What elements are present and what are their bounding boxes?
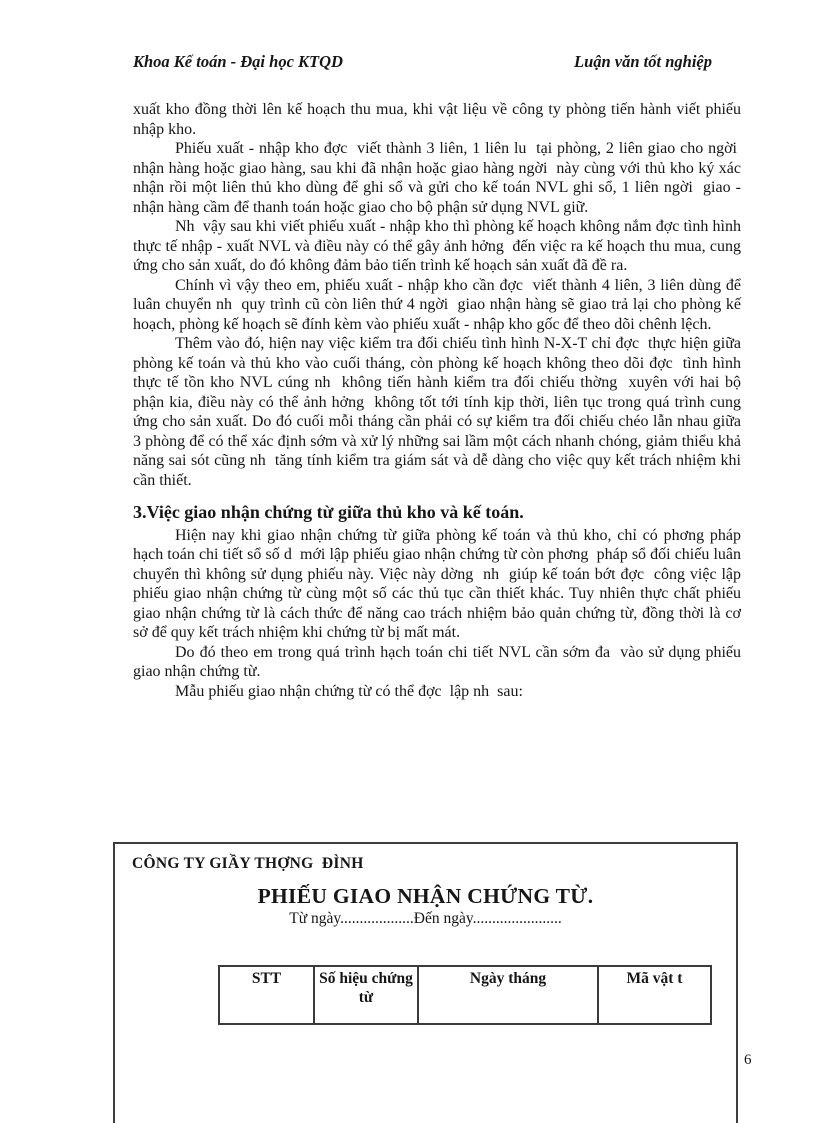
paragraph: Nh vậy sau khi viết phiếu xuất - nhập kho thì phòng kế hoạch không nắm đợc tình hình thực tế nhập - xuất NVL và điều này có thể gây ảnh hởng đến việc ra kế hoạch thu mua, cung ứng cho sản xuất, do đó không đảm bảo tiến trình kế hoạch sản xuất đã đề ra. bbox=[133, 218, 741, 274]
document-body bbox=[133, 100, 741, 701]
table-header-ma-vat-tu: Mã vật t bbox=[598, 966, 711, 1024]
form-date-range: Từ ngày...................Đến ngày....................... bbox=[289, 910, 562, 927]
paragraph: Phiếu xuất - nhập kho đợc viết thành 3 liên, 1 liên lu tại phòng, 2 liên giao cho ngời nhận hàng hoặc giao hàng, sau khi đã nhận hoặc giao hàng ngời này cùng với thủ kho ký xác nhận rồi một liên thủ kho dùng để ghi sổ và gửi cho kế toán NVL ghi sổ, 1 liên ngời giao - nhận hàng cầm để thanh toán hoặc giao cho bộ phận sử dụng NVL giữ. bbox=[133, 140, 741, 216]
paragraph: Thêm vào đó, hiện nay việc kiểm tra đối chiếu tình hình N-X-T chỉ đợc thực hiện giữa phòng kế toán và thủ kho vào cuối tháng, còn phòng kế hoạch không theo dõi đợc tình hình thực tế tồn kho NVL cúng nh không tiến hành kiểm tra đối chiếu thờng xuyên với hai bộ phận kia, điều này có thể ảnh hởng không tốt tới tính kịp thời, liên tục trong quá trình cung ứng cho sản xuất. Do đó cuối mỗi tháng cần phải có sự kiểm tra đối chiếu chéo lẫn nhau giữa 3 phòng để có thể xác định sớm và xử lý những sai lầm một cách nhanh chóng, giảm thiểu khả năng sai sót cũng nh tăng tính kiểm tra giám sát và dễ dàng cho việc quy kết trách nhiệm khi cần thiết. bbox=[133, 335, 741, 489]
table-header-row bbox=[219, 966, 711, 1024]
paragraph: Chính vì vậy theo em, phiếu xuất - nhập kho cần đợc viết thành 4 liên, 3 liên dùng để luân chuyển nh quy trình cũ còn liên thứ 4 ngời giao nhận hàng sẽ giao trả lại cho phòng kế hoạch, phòng kế hoạch sẽ đính kèm vào phiếu xuất - nhập kho gốc để theo dõi chênh lệch. bbox=[133, 276, 741, 333]
header-right-text: Luận văn tốt nghiệp bbox=[574, 52, 712, 71]
header-left-text: Khoa Kế toán - Đại học KTQD bbox=[133, 52, 343, 71]
form-title: PHIẾU GIAO NHẬN CHỨNG TỪ. bbox=[257, 884, 594, 908]
company-name: CÔNG TY GIẦY THỢNG ĐÌNH bbox=[132, 855, 364, 872]
paragraph: Do đó theo em trong quá trình hạch toán chi tiết NVL cần sớm đa vào sử dụng phiếu giao nhận chứng từ. bbox=[133, 643, 741, 680]
table-header-ngay-thang: Ngày tháng bbox=[418, 966, 598, 1024]
table-header-so-hieu-chung-tu: Số hiệu chứng từ bbox=[314, 966, 418, 1024]
voucher-form-box bbox=[113, 842, 738, 1123]
section-heading: 3.Việc giao nhận chứng từ giữa thủ kho và kế toán. bbox=[133, 502, 524, 522]
voucher-table bbox=[218, 965, 712, 1025]
paragraph: Mẫu phiếu giao nhận chứng từ có thể đợc lập nh sau: bbox=[175, 682, 523, 700]
table-header-stt: STT bbox=[219, 966, 314, 1024]
paragraph: Hiện nay khi giao nhận chứng từ giữa phòng kế toán và thủ kho, chỉ có phơng pháp hạch toán chi tiết sổ số d mới lập phiếu giao nhận chứng từ còn phơng pháp sổ đối chiếu luân chuyển thì không sử dụng phiếu này. Việc này dờng nh giúp kế toán bớt đợc công việc lập phiếu giao nhận chứng từ cùng một số các thủ tục cần thiết khác. Tuy nhiên thực chất phiếu giao nhận chứng từ là cách thức để năng cao trách nhiệm bảo quản chứng từ, đồng thời là cơ sở để quy kết trách nhiệm khi chứng từ bị mất mát. bbox=[133, 526, 741, 641]
page-header bbox=[133, 52, 712, 72]
paragraph: xuất kho đồng thời lên kế hoạch thu mua, khi vật liệu về công ty phòng tiến hành viết phiếu nhập kho. bbox=[133, 101, 741, 138]
page-number: 6 bbox=[744, 1052, 752, 1068]
